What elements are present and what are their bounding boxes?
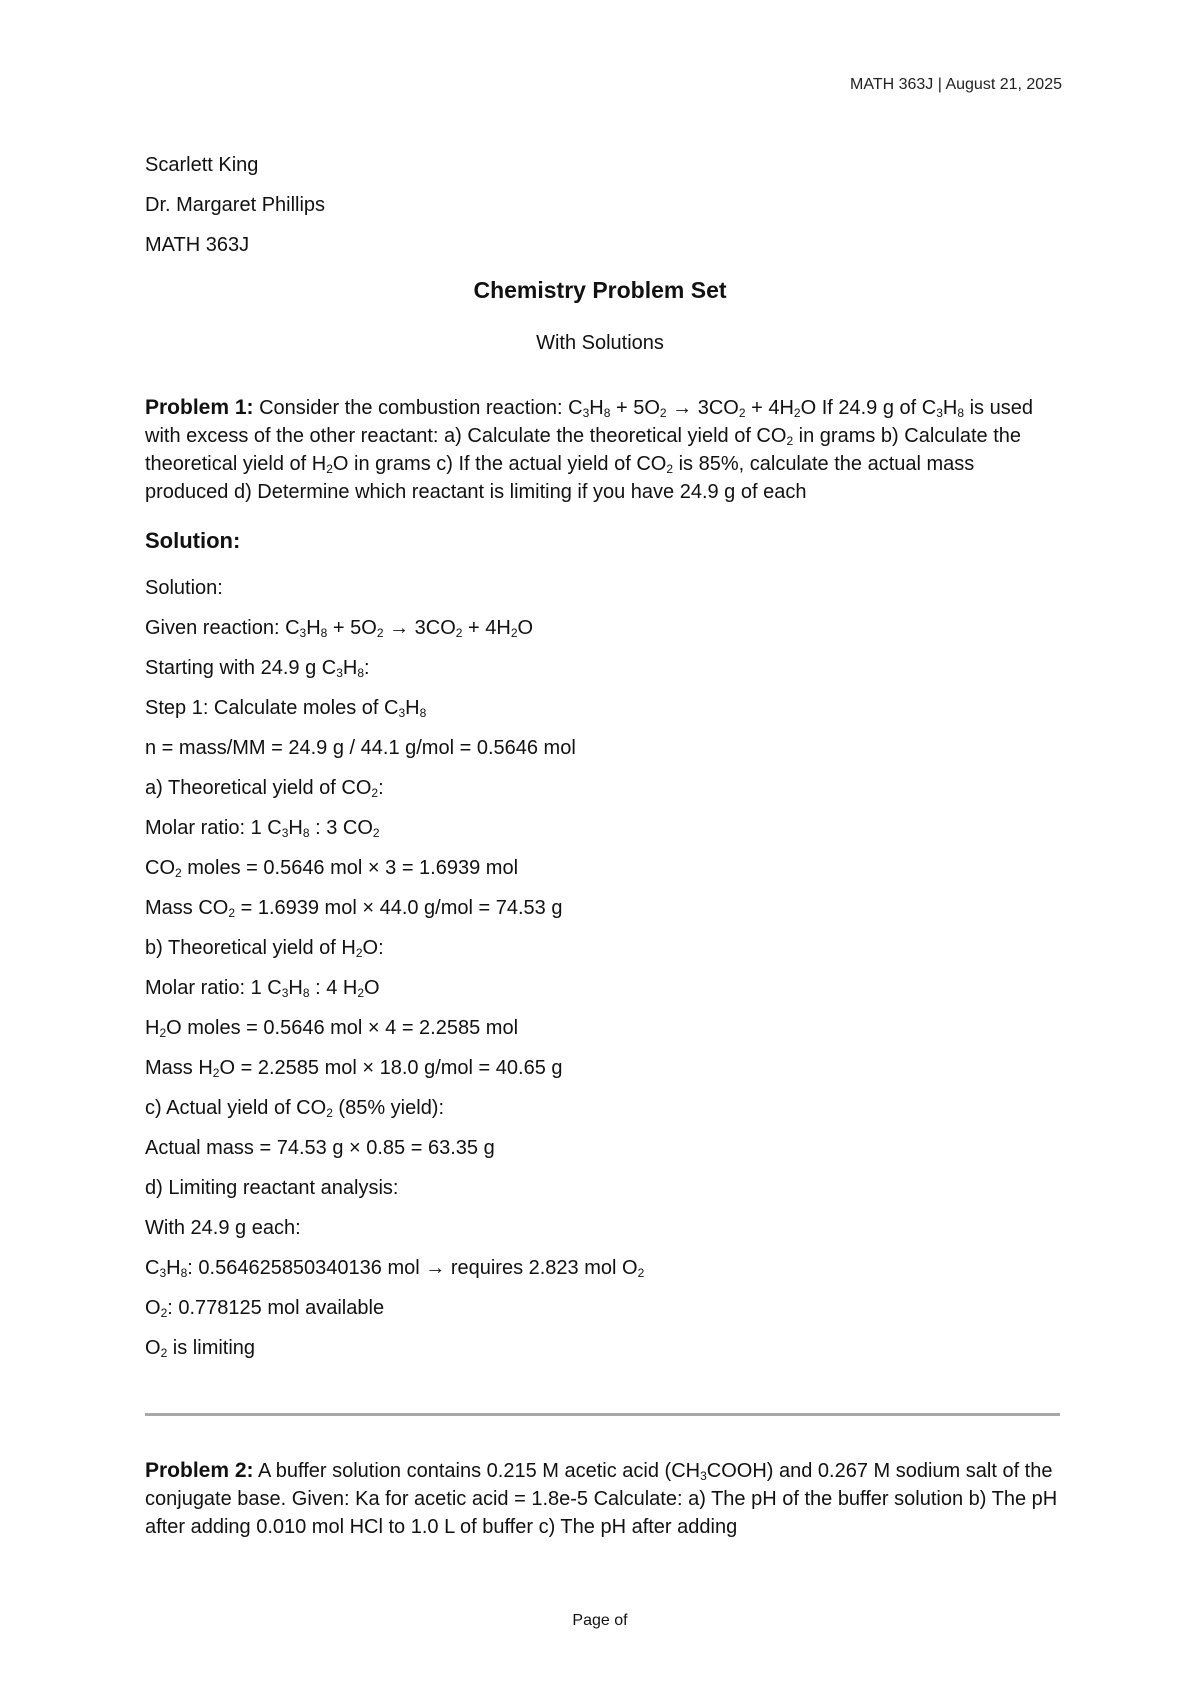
subscript: 8 <box>320 626 328 640</box>
subscript: 8 <box>302 986 310 1000</box>
text: c) Actual yield of CO <box>145 1097 327 1119</box>
problem-2-text: A buffer solution contains 0.215 M acetic acid (CH <box>253 1460 701 1482</box>
problem-1 <box>145 394 1060 506</box>
problem-1-text: H <box>589 397 604 419</box>
text: : <box>378 777 384 799</box>
subscript: 2 <box>175 866 182 880</box>
solution-line: With 24.9 g each: <box>145 1217 301 1239</box>
solution-line <box>145 1328 644 1368</box>
text: is limiting <box>167 1337 256 1359</box>
subscript: 3 <box>281 826 289 840</box>
document-subtitle: With Solutions <box>536 332 664 354</box>
subscript: 2 <box>159 1026 167 1040</box>
text: Molar ratio: 1 C <box>145 817 282 839</box>
subscript: 3 <box>936 406 943 420</box>
text: (85% yield): <box>332 1097 445 1119</box>
problem-1-text: + 4H <box>745 397 794 419</box>
subscript: 2 <box>738 406 746 420</box>
problem-1-text: is 85%, calculate the actual mass produced d) Determine which reactant is limiting if you have 24.9 g of each <box>145 453 975 503</box>
solution-line: d) Limiting reactant analysis: <box>145 1177 399 1199</box>
text: H <box>288 817 303 839</box>
subscript: 2 <box>455 626 463 640</box>
subscript: 3 <box>281 986 289 1000</box>
text: + 5O <box>327 617 377 639</box>
problem-1-text: + 5O <box>610 397 660 419</box>
text: O <box>517 617 534 639</box>
text: → 3CO <box>383 617 456 639</box>
text: a) Theoretical yield of CO <box>145 777 372 799</box>
subscript: 8 <box>302 826 310 840</box>
text: : 4 H <box>309 977 358 999</box>
text: : 3 CO <box>309 817 373 839</box>
subscript: 2 <box>666 462 674 476</box>
solution-line <box>145 1288 644 1328</box>
document-title: Chemistry Problem Set <box>473 277 727 303</box>
text: O: <box>362 937 384 959</box>
solution-line <box>145 848 644 888</box>
subscript: 3 <box>299 626 307 640</box>
solution-line <box>145 808 644 848</box>
solution-line <box>145 968 644 1008</box>
problem-1-text: → 3CO <box>666 397 739 419</box>
text: H <box>306 617 321 639</box>
subscript: 2 <box>372 826 380 840</box>
subscript: 3 <box>336 666 343 680</box>
text: H <box>166 1257 181 1279</box>
subscript: 2 <box>376 626 384 640</box>
problem-1-text: O in grams c) If the actual yield of CO <box>332 453 667 475</box>
solution-line: Actual mass = 74.53 g × 0.85 = 63.35 g <box>145 1137 495 1159</box>
text: Mass CO <box>145 897 229 919</box>
solution-line <box>145 1048 644 1088</box>
subscript: 3 <box>398 706 406 720</box>
problem-1-text: in grams b) Calculate the theoretical yield of H <box>145 425 1022 475</box>
solution-line <box>145 1248 644 1288</box>
problem-1-text: Consider the combustion reaction: C <box>253 397 583 419</box>
text: + 4H <box>462 617 511 639</box>
text: : 0.778125 mol available <box>167 1297 385 1319</box>
text: Given reaction: C <box>145 617 300 639</box>
text: moles = 0.5646 mol × 3 = 1.6939 mol <box>181 857 519 879</box>
solution-line <box>145 888 644 928</box>
text: O <box>145 1337 161 1359</box>
subscript: 2 <box>510 626 518 640</box>
subscript: 2 <box>228 906 236 920</box>
text: Molar ratio: 1 C <box>145 977 282 999</box>
subscript: 8 <box>957 406 965 420</box>
solution-line <box>145 1088 644 1128</box>
text: Starting with 24.9 g C <box>145 657 337 679</box>
subscript: 2 <box>326 462 333 476</box>
problem-2 <box>145 1457 1060 1541</box>
instructor-name: Dr. Margaret Phillips <box>145 194 326 216</box>
subscript: 3 <box>159 1266 167 1280</box>
subscript: 8 <box>419 706 427 720</box>
subscript: 2 <box>357 986 365 1000</box>
text: : <box>364 657 370 679</box>
problem-1-text: is used with excess of the other reactant: a) Calculate the theoretical yield of CO <box>145 397 1033 447</box>
problem-2-label: Problem 2: <box>145 1459 254 1482</box>
page-header: MATH 363J | August 21, 2025 <box>850 76 1062 93</box>
text: O <box>364 977 380 999</box>
problem-2-text: COOH) and 0.267 M sodium salt of the conjugate base. Given: Ka for acetic acid = 1.8e-5 Calculate: a) The pH of the buffer solution b) The pH after adding 0.010 mol HCl to 1.0 L of buffer c) The pH after adding <box>145 1460 1058 1538</box>
solution-heading: Solution: <box>145 528 241 553</box>
text: C <box>145 1257 160 1279</box>
text: H <box>405 697 420 719</box>
page-footer: Page of <box>572 1612 628 1629</box>
subscript: 2 <box>793 406 801 420</box>
course-code: MATH 363J <box>145 234 250 256</box>
solution-line <box>145 928 644 968</box>
subscript: 2 <box>326 1106 333 1120</box>
text: O = 2.2585 mol × 18.0 g/mol = 40.65 g <box>219 1057 563 1079</box>
subscript: 3 <box>582 406 590 420</box>
subscript: 8 <box>357 666 365 680</box>
text: Step 1: Calculate moles of C <box>145 697 399 719</box>
solution-line <box>145 648 644 688</box>
solution-line: Solution: <box>145 577 223 599</box>
solution-line <box>145 768 644 808</box>
text: H <box>288 977 303 999</box>
subscript: 2 <box>637 1266 645 1280</box>
solution-line <box>145 1008 644 1048</box>
subscript: 2 <box>160 1346 168 1360</box>
subscript: 2 <box>355 946 363 960</box>
subscript: 2 <box>659 406 667 420</box>
text: H <box>145 1017 160 1039</box>
problem-1-text: H <box>942 397 958 419</box>
text: O moles = 0.5646 mol × 4 = 2.2585 mol <box>166 1017 519 1039</box>
text: O <box>145 1297 161 1319</box>
subscript: 8 <box>180 1266 188 1280</box>
subscript: 2 <box>160 1306 168 1320</box>
student-name: Scarlett King <box>145 154 259 176</box>
section-divider <box>145 1413 1060 1416</box>
subscript: 2 <box>786 434 794 448</box>
text: b) Theoretical yield of H <box>145 937 356 959</box>
text: = 1.6939 mol × 44.0 g/mol = 74.53 g <box>235 897 563 919</box>
problem-1-text: O If 24.9 g of C <box>800 397 937 419</box>
text: CO <box>145 857 175 879</box>
subscript: 8 <box>603 406 611 420</box>
problem-1-label: Problem 1: <box>145 396 254 419</box>
solution-line <box>145 608 644 648</box>
solution-line: n = mass/MM = 24.9 g / 44.1 g/mol = 0.5646 mol <box>145 737 576 759</box>
author-block <box>145 145 325 265</box>
subscript: 2 <box>371 786 379 800</box>
subscript: 3 <box>700 1469 707 1483</box>
text: H <box>342 657 358 679</box>
text: Mass H <box>145 1057 213 1079</box>
solution-line <box>145 688 644 728</box>
subscript: 2 <box>212 1066 220 1080</box>
solution-body <box>145 568 644 1368</box>
text: : 0.564625850340136 mol → requires 2.823 mol O <box>187 1257 638 1279</box>
